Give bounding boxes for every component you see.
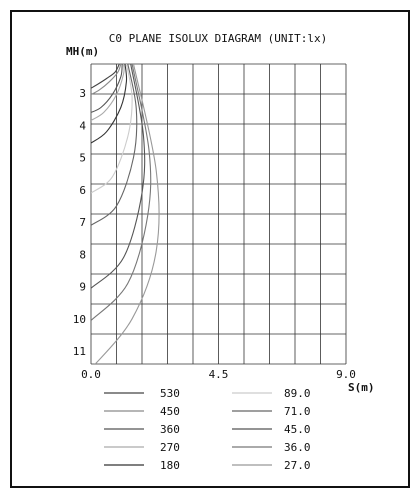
y-tick-label: 5 <box>79 151 86 165</box>
legend-label: 360 <box>160 423 180 436</box>
y-tick-label: 4 <box>79 119 86 133</box>
legend-label: 27.0 <box>284 459 311 472</box>
y-tick-label: 3 <box>79 87 86 101</box>
chart-title: C0 PLANE ISOLUX DIAGRAM (UNIT:lx) <box>108 32 328 45</box>
y-tick-label: 7 <box>79 216 86 230</box>
y-tick-label: 11 <box>72 345 86 359</box>
y-tick-label: 9 <box>79 280 86 294</box>
y-tick-label: 10 <box>72 312 86 326</box>
legend-label: 45.0 <box>284 423 311 436</box>
x-tick-label: 9.0 <box>336 368 356 381</box>
tick-labels <box>73 87 356 381</box>
legend-label: 180 <box>160 459 180 472</box>
isolux-curves <box>91 64 159 369</box>
isolux-curve <box>91 64 137 225</box>
legend-label: 450 <box>160 405 180 418</box>
grid <box>91 64 346 364</box>
legend-label: 530 <box>160 387 180 400</box>
y-tick-label: 8 <box>79 248 86 262</box>
legend-label: 36.0 <box>284 441 311 454</box>
x-tick-label: 0.0 <box>81 368 101 381</box>
isolux-curve <box>91 64 159 369</box>
x-tick-label: 4.5 <box>208 368 229 381</box>
legend-label: 89.0 <box>284 387 311 400</box>
y-axis-label: MH(m) <box>66 45 100 58</box>
legend-label: 71.0 <box>284 405 311 418</box>
y-tick-label: 6 <box>79 183 86 197</box>
legend <box>104 387 311 472</box>
isolux-curve <box>91 64 145 288</box>
isolux-curve <box>91 64 122 112</box>
legend-label: 270 <box>160 441 180 454</box>
x-axis-label: S(m) <box>348 381 375 394</box>
